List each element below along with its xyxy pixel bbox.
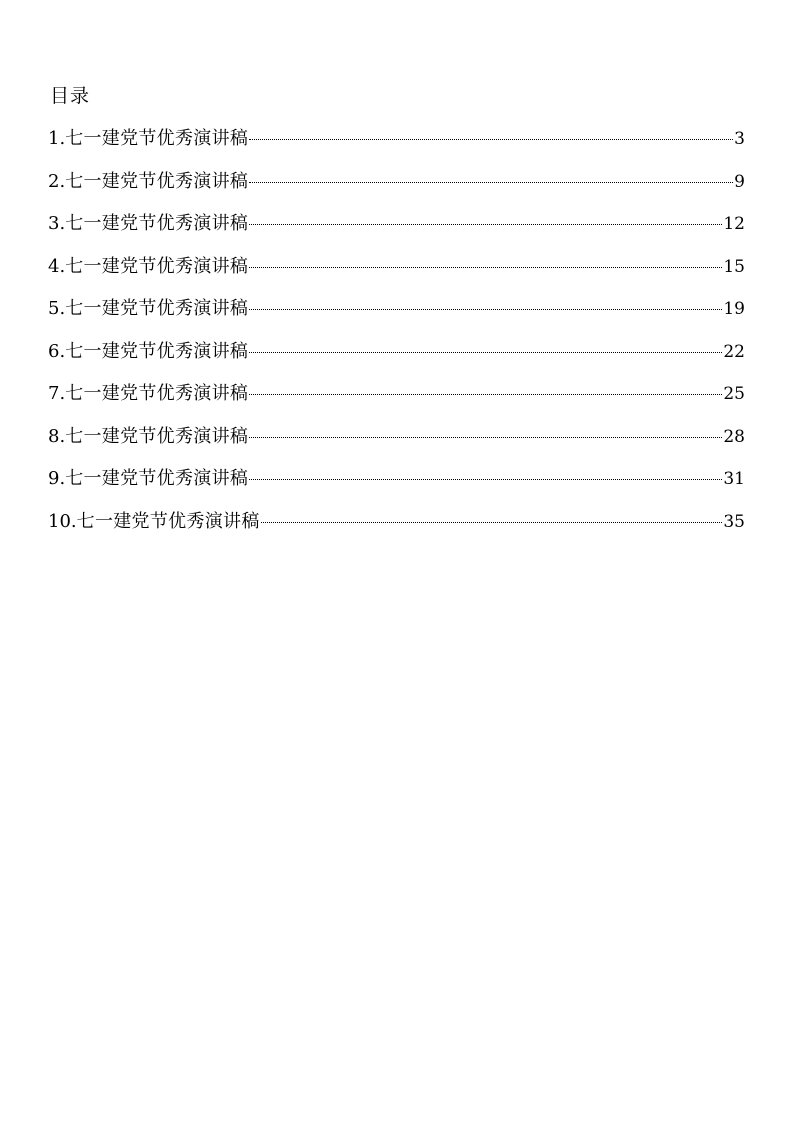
toc-dot-leader xyxy=(249,309,722,310)
toc-entry-number: 2. xyxy=(48,170,66,192)
toc-entry-label: 七一建党节优秀演讲稿 xyxy=(65,340,249,362)
toc-entry-number: 6. xyxy=(48,340,66,362)
toc-entry[interactable] xyxy=(48,507,745,550)
toc-entry[interactable] xyxy=(48,379,745,422)
toc-entry-page: 9 xyxy=(734,171,745,192)
toc-entry-label: 七一建党节优秀演讲稿 xyxy=(65,383,249,404)
toc-entry-label: 七一建党节优秀演讲稿 xyxy=(65,298,249,319)
toc-entry-page: 3 xyxy=(734,129,745,149)
toc-entry-page: 12 xyxy=(723,214,745,234)
toc-entry-label: 七一建党节优秀演讲稿 xyxy=(65,255,249,277)
toc-list xyxy=(48,124,745,549)
toc-entry-label: 七一建党节优秀演讲稿 xyxy=(76,510,260,532)
toc-dot-leader xyxy=(249,139,733,140)
toc-entry[interactable] xyxy=(48,464,745,507)
toc-entry-label: 七一建党节优秀演讲稿 xyxy=(65,468,249,489)
toc-entry[interactable] xyxy=(48,124,745,167)
toc-dot-leader xyxy=(249,224,722,225)
toc-entry-label: 七一建党节优秀演讲稿 xyxy=(65,128,249,149)
toc-entry[interactable] xyxy=(48,252,745,295)
toc-entry-page: 31 xyxy=(723,469,745,489)
toc-dot-leader xyxy=(249,352,722,353)
toc-entry-label: 七一建党节优秀演讲稿 xyxy=(65,213,249,234)
toc-dot-leader xyxy=(249,182,733,183)
toc-entry[interactable] xyxy=(48,337,745,380)
toc-entry-number: 5. xyxy=(48,298,66,319)
toc-entry-page: 15 xyxy=(723,256,745,277)
toc-entry-page: 28 xyxy=(723,426,745,447)
toc-dot-leader xyxy=(249,394,722,395)
toc-entry-number: 9. xyxy=(48,468,66,489)
toc-dot-leader xyxy=(249,479,722,480)
toc-entry[interactable] xyxy=(48,167,745,210)
toc-entry-page: 25 xyxy=(723,384,745,404)
toc-entry-page: 22 xyxy=(723,341,745,362)
toc-entry[interactable] xyxy=(48,209,745,252)
toc-entry-number: 3. xyxy=(48,213,66,234)
toc-entry-number: 4. xyxy=(48,255,66,277)
toc-entry[interactable] xyxy=(48,422,745,465)
toc-entry-number: 1. xyxy=(48,128,66,149)
toc-entry[interactable] xyxy=(48,294,745,337)
toc-entry-number: 8. xyxy=(48,425,66,447)
toc-dot-leader xyxy=(261,522,723,523)
toc-dot-leader xyxy=(249,437,722,438)
toc-entry-page: 19 xyxy=(723,299,745,319)
toc-title: 目录 xyxy=(50,85,91,107)
toc-dot-leader xyxy=(249,267,722,268)
toc-entry-number: 10. xyxy=(48,510,77,532)
toc-entry-number: 7. xyxy=(48,383,66,404)
toc-entry-label: 七一建党节优秀演讲稿 xyxy=(65,425,249,447)
toc-entry-page: 35 xyxy=(723,511,745,532)
toc-entry-label: 七一建党节优秀演讲稿 xyxy=(65,170,249,192)
